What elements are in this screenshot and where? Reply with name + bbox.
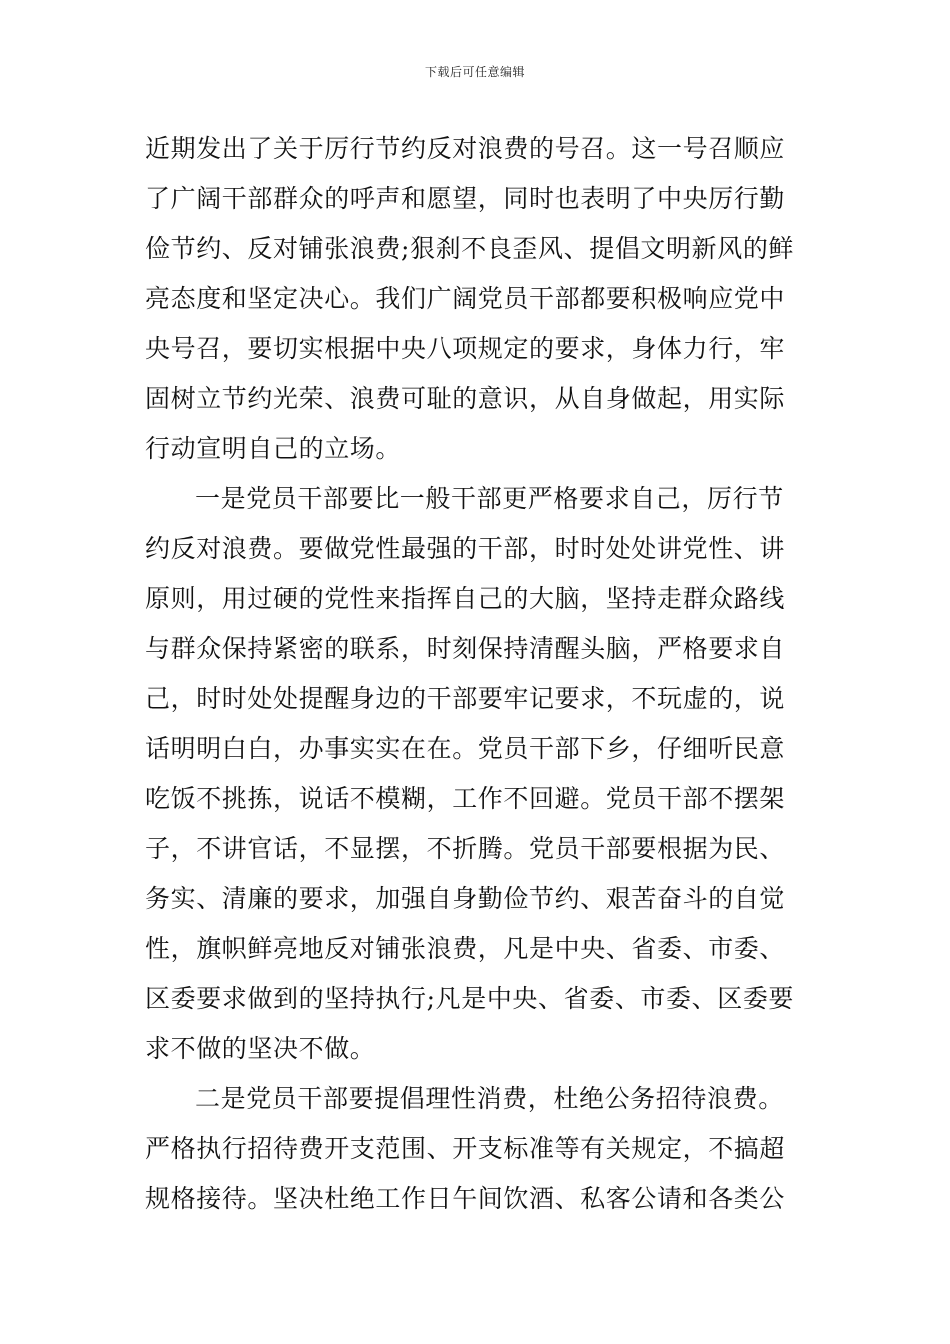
text-line: 二是党员干部要提倡理性消费，杜绝公务招待浪费。	[195, 1084, 784, 1113]
text-line: 规格接待。坚决杜绝工作日午间饮酒、私客公请和各类公	[145, 1184, 786, 1213]
text-line: 行动宣明自己的立场。	[145, 434, 402, 463]
text-line: 一是党员干部要比一般干部更严格要求自己，厉行节	[195, 484, 784, 513]
text-line: 俭节约、反对铺张浪费;狠刹不良歪风、提倡文明新风的鲜	[145, 234, 795, 263]
text-line: 吃饭不挑拣，说话不模糊，工作不回避。党员干部不摆架	[145, 784, 786, 813]
text-line: 固树立节约光荣、浪费可耻的意识，从自身做起，用实际	[145, 384, 786, 413]
page-header: 下载后可任意编辑	[424, 65, 525, 79]
text-line: 央号召，要切实根据中央八项规定的要求，身体力行，牢	[145, 334, 786, 363]
paragraph-2	[145, 474, 807, 1074]
document-body	[145, 124, 807, 1224]
text-line: 原则，用过硬的党性来指挥自己的大脑，坚持走群众路线	[145, 584, 786, 613]
text-line: 话明明白白，办事实实在在。党员干部下乡，仔细听民意	[145, 734, 786, 763]
text-line: 近期发出了关于厉行节约反对浪费的号召。这一号召顺应	[145, 134, 786, 163]
paragraph-3	[145, 1074, 807, 1224]
text-line: 亮态度和坚定决心。我们广阔党员干部都要积极响应党中	[145, 284, 786, 313]
text-line: 严格执行招待费开支范围、开支标准等有关规定，不搞超	[145, 1134, 786, 1163]
text-line: 约反对浪费。要做党性最强的干部，时时处处讲党性、讲	[145, 534, 786, 563]
text-line: 子，不讲官话，不显摆，不折腾。党员干部要根据为民、	[145, 834, 786, 863]
text-line: 了广阔干部群众的呼声和愿望，同时也表明了中央厉行勤	[145, 184, 786, 213]
text-line: 己，时时处处提醒身边的干部要牢记要求，不玩虚的，说	[145, 684, 786, 713]
paragraph-1	[145, 124, 807, 474]
text-line: 与群众保持紧密的联系，时刻保持清醒头脑，严格要求自	[145, 634, 786, 663]
text-line: 区委要求做到的坚持执行;凡是中央、省委、市委、区委要	[145, 984, 795, 1013]
text-line: 性，旗帜鲜亮地反对铺张浪费，凡是中央、省委、市委、	[145, 934, 786, 963]
text-line: 务实、清廉的要求，加强自身勤俭节约、艰苦奋斗的自觉	[145, 884, 786, 913]
text-line: 求不做的坚决不做。	[145, 1034, 376, 1063]
